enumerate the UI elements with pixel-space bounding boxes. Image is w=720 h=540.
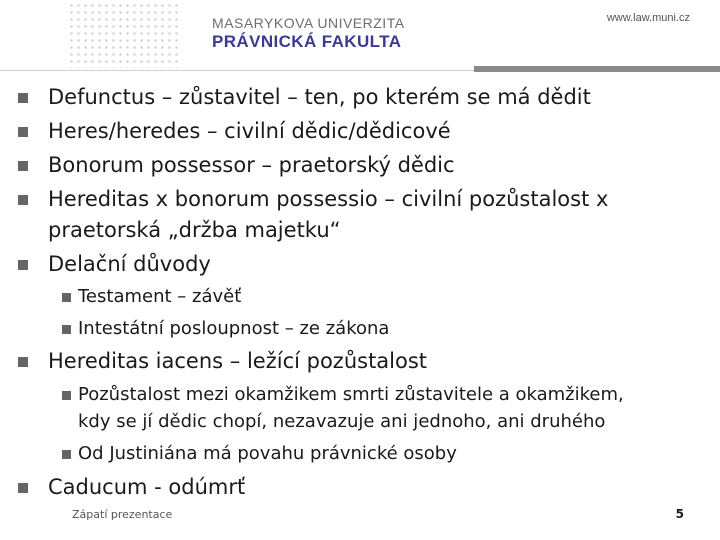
header-accent-bar bbox=[474, 66, 720, 72]
square-bullet-icon bbox=[18, 195, 28, 205]
bullet-text: praetorská „držba majetku“ bbox=[48, 218, 341, 242]
bullet-item bbox=[48, 84, 591, 111]
bullet-text: Heres/heredes – civilní dědic/dědicové bbox=[48, 119, 451, 143]
square-bullet-icon bbox=[18, 260, 28, 270]
bullet-text: Testament – závěť bbox=[78, 286, 242, 307]
square-bullet-icon bbox=[62, 391, 71, 400]
sub-bullet-item bbox=[78, 317, 389, 341]
square-bullet-icon bbox=[18, 93, 28, 103]
bullet-text: Defunctus – zůstavitel – ten, po kterém se má dědit bbox=[48, 85, 591, 109]
square-bullet-icon bbox=[18, 127, 28, 137]
bullet-text: Caducum - odúmrť bbox=[48, 475, 246, 499]
sub-bullet-continuation bbox=[78, 410, 605, 434]
square-bullet-icon bbox=[62, 293, 71, 302]
bullet-text: kdy se jí dědic chopí, nezavazuje ani jednoho, ani druhého bbox=[78, 411, 606, 432]
square-bullet-icon bbox=[62, 450, 71, 459]
footer-label: Zápatí prezentace bbox=[72, 508, 173, 521]
bullet-text: Bonorum possessor – praetorský dědic bbox=[48, 153, 455, 177]
bullet-text: Hereditas x bonorum possessio – civilní pozůstalost x bbox=[48, 187, 609, 211]
bullet-text: Pozůstalost mezi okamžikem smrti zůstavitele a okamžikem, bbox=[78, 384, 624, 405]
logo-pattern bbox=[68, 2, 182, 68]
bullet-item bbox=[48, 251, 211, 278]
bullet-item bbox=[48, 186, 608, 213]
university-name: MASARYKOVA UNIVERZITA bbox=[212, 15, 405, 31]
sub-bullet-item bbox=[78, 285, 241, 309]
slide-header bbox=[0, 0, 720, 70]
bullet-item bbox=[48, 118, 451, 145]
square-bullet-icon bbox=[18, 357, 28, 367]
square-bullet-icon bbox=[18, 483, 28, 493]
bullet-item bbox=[48, 474, 245, 501]
bullet-text: Od Justiniána má povahu právnické osoby bbox=[78, 443, 457, 464]
page-number: 5 bbox=[675, 507, 684, 521]
sub-bullet-item bbox=[78, 383, 624, 407]
bullet-item bbox=[48, 152, 455, 179]
website-url: www.law.muni.cz bbox=[606, 12, 690, 24]
faculty-name: PRÁVNICKÁ FAKULTA bbox=[212, 32, 402, 51]
bullet-text: Intestátní posloupnost – ze zákona bbox=[78, 318, 390, 339]
bullet-text: Hereditas iacens – ležící pozůstalost bbox=[48, 349, 428, 373]
square-bullet-icon bbox=[62, 325, 71, 334]
bullet-continuation bbox=[48, 217, 341, 244]
bullet-item bbox=[48, 348, 427, 375]
square-bullet-icon bbox=[18, 161, 28, 171]
bullet-text: Delační důvody bbox=[48, 252, 211, 276]
sub-bullet-item bbox=[78, 442, 457, 466]
